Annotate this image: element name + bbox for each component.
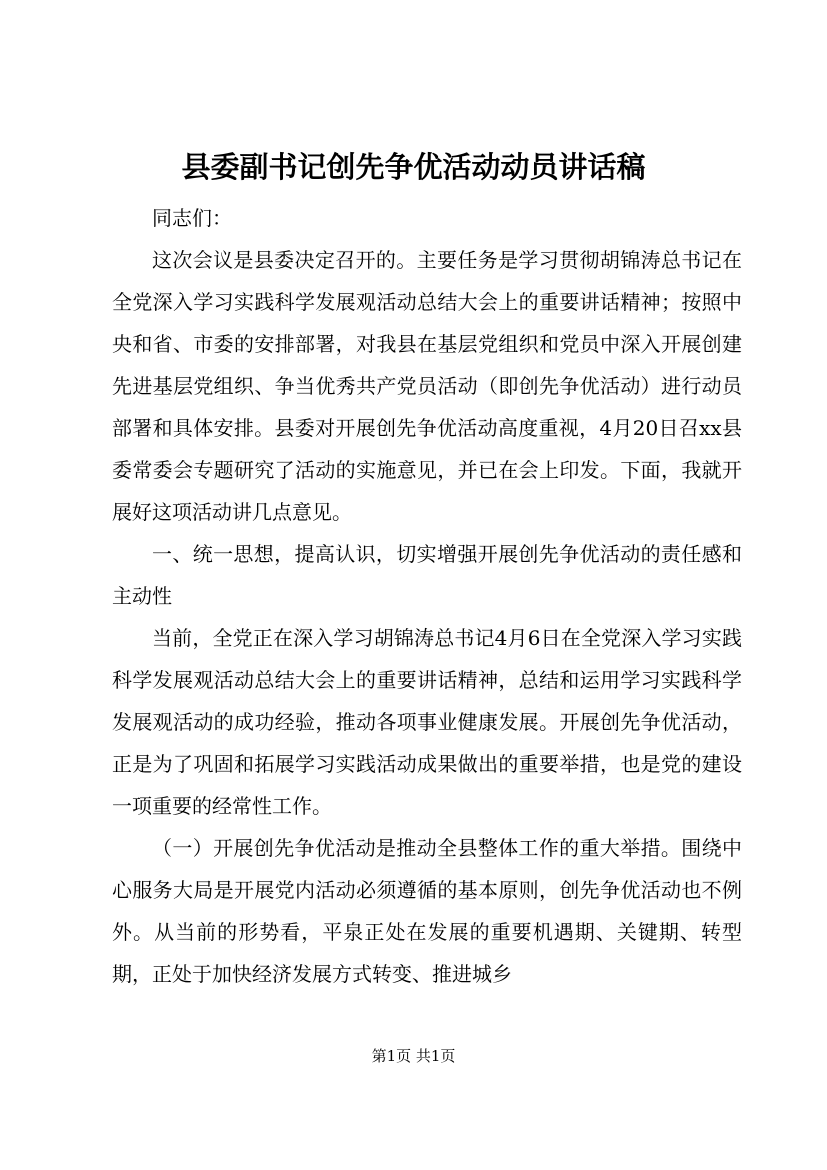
document-title: 县委副书记创先争优活动动员讲话稿	[181, 150, 646, 184]
paragraph-current-situation: 当前，全党正在深入学习胡锦涛总书记4月6日在全党深入学习实践科学发展观活动总结大会上的重要讲话精神，总结和运用学习实践科学发展观活动的成功经验，推动各项事业健康发展。开展创先争优活动，正是为了巩固和拓展学习实践活动成果做出的重要举措，也是党的建设一项重要的经常性工作。	[112, 626, 742, 818]
page-footer: 第1页 共1页	[371, 1047, 456, 1065]
document-body	[112, 197, 742, 995]
salutation: 同志们：	[152, 206, 232, 230]
paragraph-intro: 这次会议是县委决定召开的。主要任务是学习贯彻胡锦涛总书记在全党深入学习实践科学发展观活动总结大会上的重要讲话精神；按照中央和省、市委的安排部署，对我县在基层党组织和党员中深入开展创建先进基层党组织、争当优秀共产党员活动（即创先争优活动）进行动员部署和具体安排。县委对开展创先争优活动高度重视，4月20日召xx县委常委会专题研究了活动的实施意见，并已在会上印发。下面，我就开展好这项活动讲几点意见。	[112, 248, 742, 524]
paragraph-subsection-1: （一）开展创先争优活动是推动全县整体工作的重大举措。围绕中心服务大局是开展党内活动必须遵循的基本原则，创先争优活动也不例外。从当前的形势看，平泉正处在发展的重要机遇期、关键期、转型期，正处于加快经济发展方式转变、推进城乡	[112, 836, 742, 986]
section-heading-1: 一、统一思想，提高认识，切实增强开展创先争优活动的责任感和主动性	[112, 542, 742, 608]
